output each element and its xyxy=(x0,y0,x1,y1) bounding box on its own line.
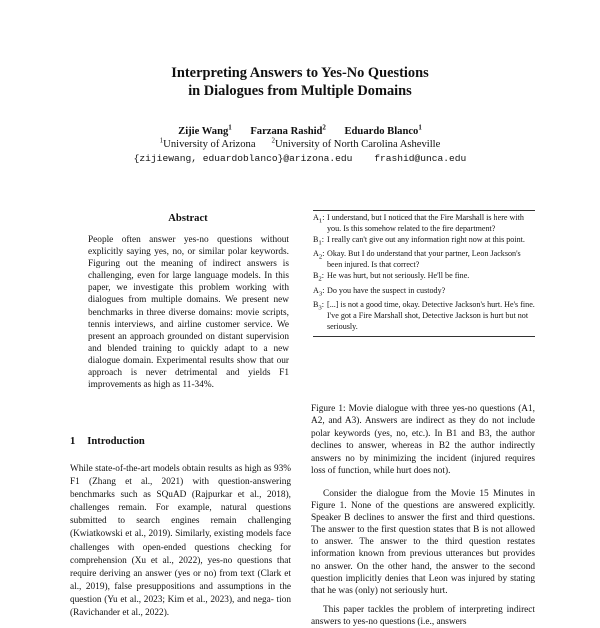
utterance: Okay. But I do understand that your partner, Leon Jackson's been injured. Is that correct? xyxy=(327,249,521,270)
abstract-text: People often answer yes-no questions without explicitly saying yes, no, or similar polar keywords. Figuring out the meaning of indirect answers is challenging, even for large language models. In this paper, we investigate this problem working with dialogues from multiple domains. We present new benchmarks in three diverse domains: movie scripts, tennis interviews, and airline customer service. We present an approach grounded on distant supervision and blended training to quickly adapt to a new dialogue domain. Experimental results show that our approach is never detrimental and yields F1 improvements as high as 11-34%. xyxy=(88,235,289,391)
utterance: [...] is not a good time, okay. Detective Jackson's hurt. He's fine. I've got a Fire Marshall shot, Detective Jackson is hurt but not seriously. xyxy=(327,300,535,331)
body-paragraph: Consider the dialogue from the Movie 15 Minutes in Figure 1. None of the questions are answered explicitly. Speaker B declines to answer the first and third questions. The answer to the first question states that B is not allowed to answer. The answer to the third question restates information known from previous utterances but provides no answer. On the other hand, the answer to the second question implicitly denies that Leon was injured by stating that he was (only) not seriously hurt. xyxy=(311,489,535,596)
dialogue-turn xyxy=(313,235,535,250)
speaker-label: $A_1$: xyxy=(313,213,325,225)
body-column-right xyxy=(311,488,535,628)
speaker-label: $B_2$: xyxy=(313,271,325,283)
dialogue-turn xyxy=(313,249,535,271)
speaker-label: $B_1$: xyxy=(313,234,325,247)
section-title: Introduction xyxy=(87,436,145,447)
affiliation-1: $^1$University of Arizona xyxy=(159,136,256,150)
utterance: I understand, but I noticed that the Fire Marshall is here with you. Is this somehow related to the fire department? xyxy=(327,213,524,233)
abstract-heading: Abstract xyxy=(168,213,208,224)
author-3: Eduardo Blanco$^1$ xyxy=(344,123,422,137)
affiliations xyxy=(0,138,600,151)
dialogue-turn xyxy=(313,271,535,286)
dialogue-turn xyxy=(313,286,535,301)
author-1: Zijie Wang$^1$ xyxy=(178,123,232,137)
speaker-label: $A_2$: xyxy=(313,249,325,261)
title-line-2: in Dialogues from Multiple Domains xyxy=(188,83,412,99)
figure-caption: Figure 1: Movie dialogue with three yes-no questions (A1, A2, and A3). Answers are indirect as they do not include polar keywords (yes, no, etc.). In B1 and B3, the author declines to answer, whereas in B2 the author indirectly answers no by minimizing the incident (injured requires loss of function, while hurt does not). xyxy=(311,404,535,477)
title-line-1: Interpreting Answers to Yes-No Questions xyxy=(171,65,429,81)
section-heading-introduction xyxy=(70,436,145,447)
speaker-label: $A_3$: xyxy=(313,285,325,298)
dialogue-turn xyxy=(313,213,535,235)
paper-title xyxy=(0,64,600,100)
affiliation-2: $^2$University of North Carolina Asheville xyxy=(271,136,441,150)
author-2: Farzana Rashid$^2$ xyxy=(250,123,326,137)
utterance: He was hurt, but not seriously. He'll be fine. xyxy=(327,271,470,281)
utterance: I really can't give out any information right now at this point. xyxy=(327,234,525,244)
utterance: Do you have the suspect in custody? xyxy=(327,285,446,295)
body-paragraph: This paper tackles the problem of interpreting indirect answers to yes-no questions (i.e., answers xyxy=(311,604,535,627)
speaker-label: $B_3$: xyxy=(313,300,325,312)
email-1: {zijiewang, eduardoblanco}@arizona.edu xyxy=(133,153,353,164)
author-list xyxy=(0,125,600,138)
dialogue-turn xyxy=(313,300,535,333)
introduction-paragraph: While state-of-the-art models obtain results as high as 93% F1 (Zhang et al., 2021) with question-answering benchmarks such as SQuAD (Rajpurkar et al., 2018), challenges remain. For example, natural questions submitted to search engines remain challenging (Kwiatkowski et al., 2019). Similarly, existing models face challenges with open-ended questions checking for comprehension (Xu et al., 2022), yes-no questions that require deriving an answer (yes or no) from text (Clark et al., 2019), false presuppositions and assumptions in the question (Yu et al., 2023; Kim et al., 2023), and nega- tion (Ravichander et al., 2022). xyxy=(70,464,291,619)
email-2: frashid@unca.edu xyxy=(374,153,467,164)
author-emails xyxy=(0,152,600,165)
section-number: 1 xyxy=(70,436,76,447)
figure-dialogue xyxy=(313,210,535,337)
